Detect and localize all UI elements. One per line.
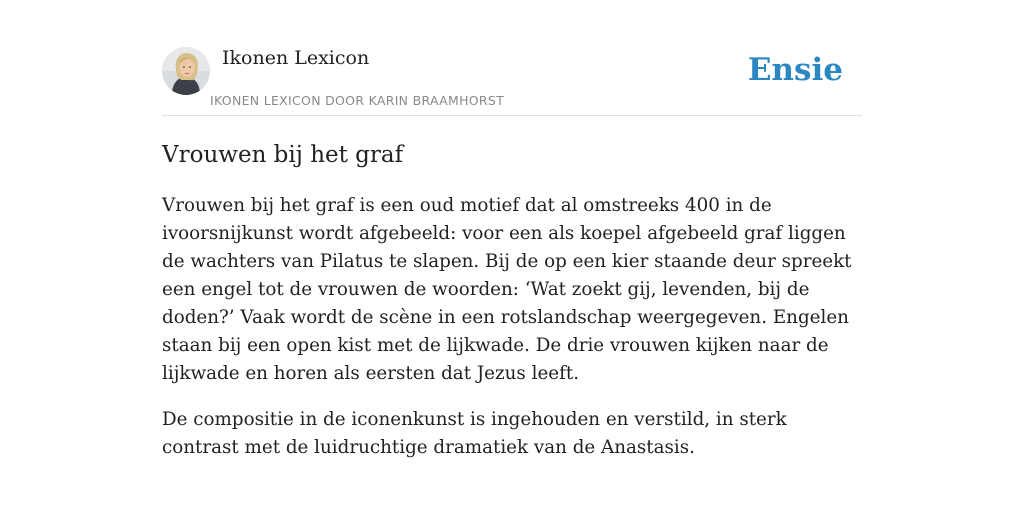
page-container <box>162 0 862 458</box>
author-subtitle: IKONEN LEXICON DOOR KARIN BRAAMHORST <box>210 93 505 108</box>
article-paragraph: De compositie in de iconenkunst is ingehouden en verstild, in sterk contrast met de luidruchtige dramatiek van de Anastasis. <box>162 409 787 458</box>
author-name[interactable]: Ikonen Lexicon <box>222 47 370 69</box>
page-header <box>162 0 862 116</box>
article-paragraph: Vrouwen bij het graf is een oud motief dat al omstreeks 400 in de ivoorsnijkunst wordt afgebeeld: voor een als koepel afgebeeld graf liggen de wachters van Pilatus te slapen. Bij de op een kier staande deur spreekt een engel tot de vrouwen de woorden: ‘Wat zoekt gij, levenden, bij de doden?’ Vaak wordt de scène in een rotslandschap weergegeven. Engelen staan bij een open kist met de lijkwade. De drie vrouwen kijken naar de lijkwade en horen als eersten dat Jezus leeft. <box>162 195 852 384</box>
article-title: Vrouwen bij het graf <box>162 142 404 168</box>
author-portrait-icon <box>162 47 210 95</box>
author-avatar[interactable] <box>162 47 210 95</box>
brand-logo[interactable]: Ensie <box>747 52 843 88</box>
article-body <box>162 192 862 480</box>
